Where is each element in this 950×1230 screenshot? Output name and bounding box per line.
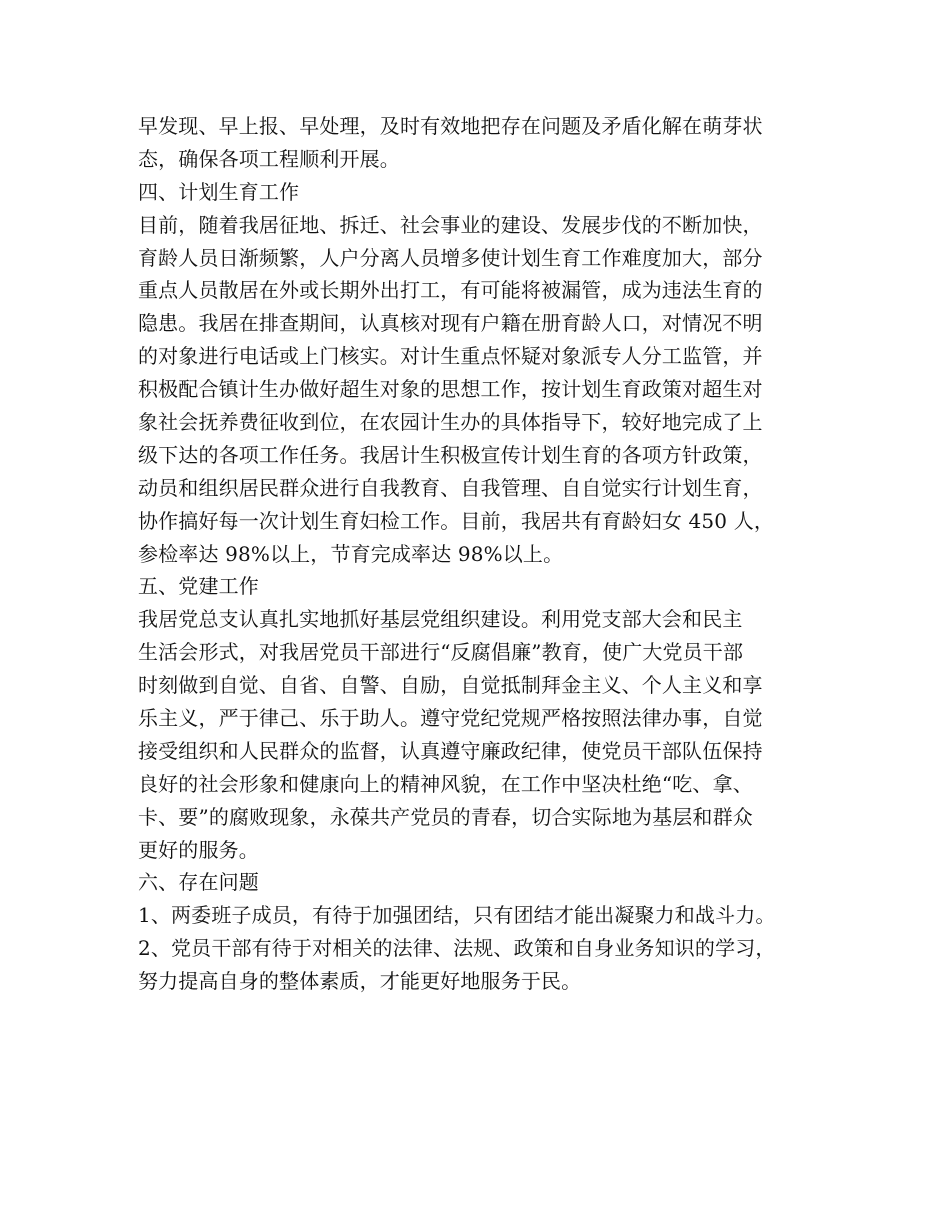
body-line: 卡、要”的腐败现象，永葆共产党员的青春，切合实际地为基层和群众 — [138, 804, 753, 829]
body-line: 协作搞好每一次计划生育妇检工作。目前，我居共有育龄妇女 450 人， — [138, 508, 774, 533]
section-heading-family-planning: 四、计划生育工作 — [138, 179, 300, 204]
body-line: 乐主义，严于律己、乐于助人。遵守党纪党规严格按照法律办事，自觉 — [138, 706, 763, 731]
body-line: 象社会抚养费征收到位，在农园计生办的具体指导下，较好地完成了上 — [138, 410, 763, 435]
body-line: 目前，随着我居征地、拆迁、社会事业的建设、发展步伐的不断加快， — [138, 212, 763, 237]
body-line: 生活会形式，对我居党员干部进行“反腐倡廉”教育，使广大党员干部 — [138, 640, 744, 665]
body-line: 育龄人员日渐频繁，人户分离人员增多使计划生育工作难度加大，部分 — [138, 245, 763, 270]
list-item: 2、党员干部有待于对相关的法律、法规、政策和自身业务知识的学习， — [138, 936, 776, 961]
body-line: 努力提高自身的整体素质，才能更好地服务于民。 — [138, 969, 582, 994]
body-line: 时刻做到自觉、自省、自警、自励，自觉抵制拜金主义、个人主义和享 — [138, 673, 763, 698]
section-heading-existing-problems: 六、存在问题 — [138, 870, 259, 895]
body-line: 的对象进行电话或上门核实。对计生重点怀疑对象派专人分工监管，并 — [138, 344, 763, 369]
body-line: 早发现、早上报、早处理，及时有效地把存在问题及矛盾化解在萌芽状 — [138, 114, 763, 138]
document-page — [138, 110, 838, 998]
section-heading-party-building: 五、党建工作 — [138, 574, 259, 599]
body-line: 我居党总支认真扎实地抓好基层党组织建设。利用党支部大会和民主 — [138, 607, 743, 632]
body-line: 重点人员散居在外或长期外出打工，有可能将被漏管，成为违法生育的 — [138, 278, 763, 303]
body-line: 积极配合镇计生办做好超生对象的思想工作，按计划生育政策对超生对 — [138, 377, 763, 402]
body-line: 接受组织和人民群众的监督，认真遵守廉政纪律，使党员干部队伍保持 — [138, 738, 763, 763]
body-line: 级下达的各项工作任务。我居计生积极宣传计划生育的各项方针政策， — [138, 442, 763, 467]
body-line: 态，确保各项工程顺利开展。 — [138, 146, 400, 171]
body-line: 更好的服务。 — [138, 837, 259, 862]
body-line: 参检率达 98%以上，节育完成率达 98%以上。 — [138, 541, 564, 566]
body-line: 良好的社会形象和健康向上的精神风貌，在工作中坚决杜绝“吃、拿、 — [138, 771, 753, 796]
body-line: 隐患。我居在排查期间，认真核对现有户籍在册育龄人口，对情况不明 — [138, 311, 763, 336]
list-item: 1、两委班子成员，有待于加强团结，只有团结才能出凝聚力和战斗力。 — [138, 903, 776, 928]
body-line: 动员和组织居民群众进行自我教育、自我管理、自自觉实行计划生育， — [138, 475, 763, 500]
